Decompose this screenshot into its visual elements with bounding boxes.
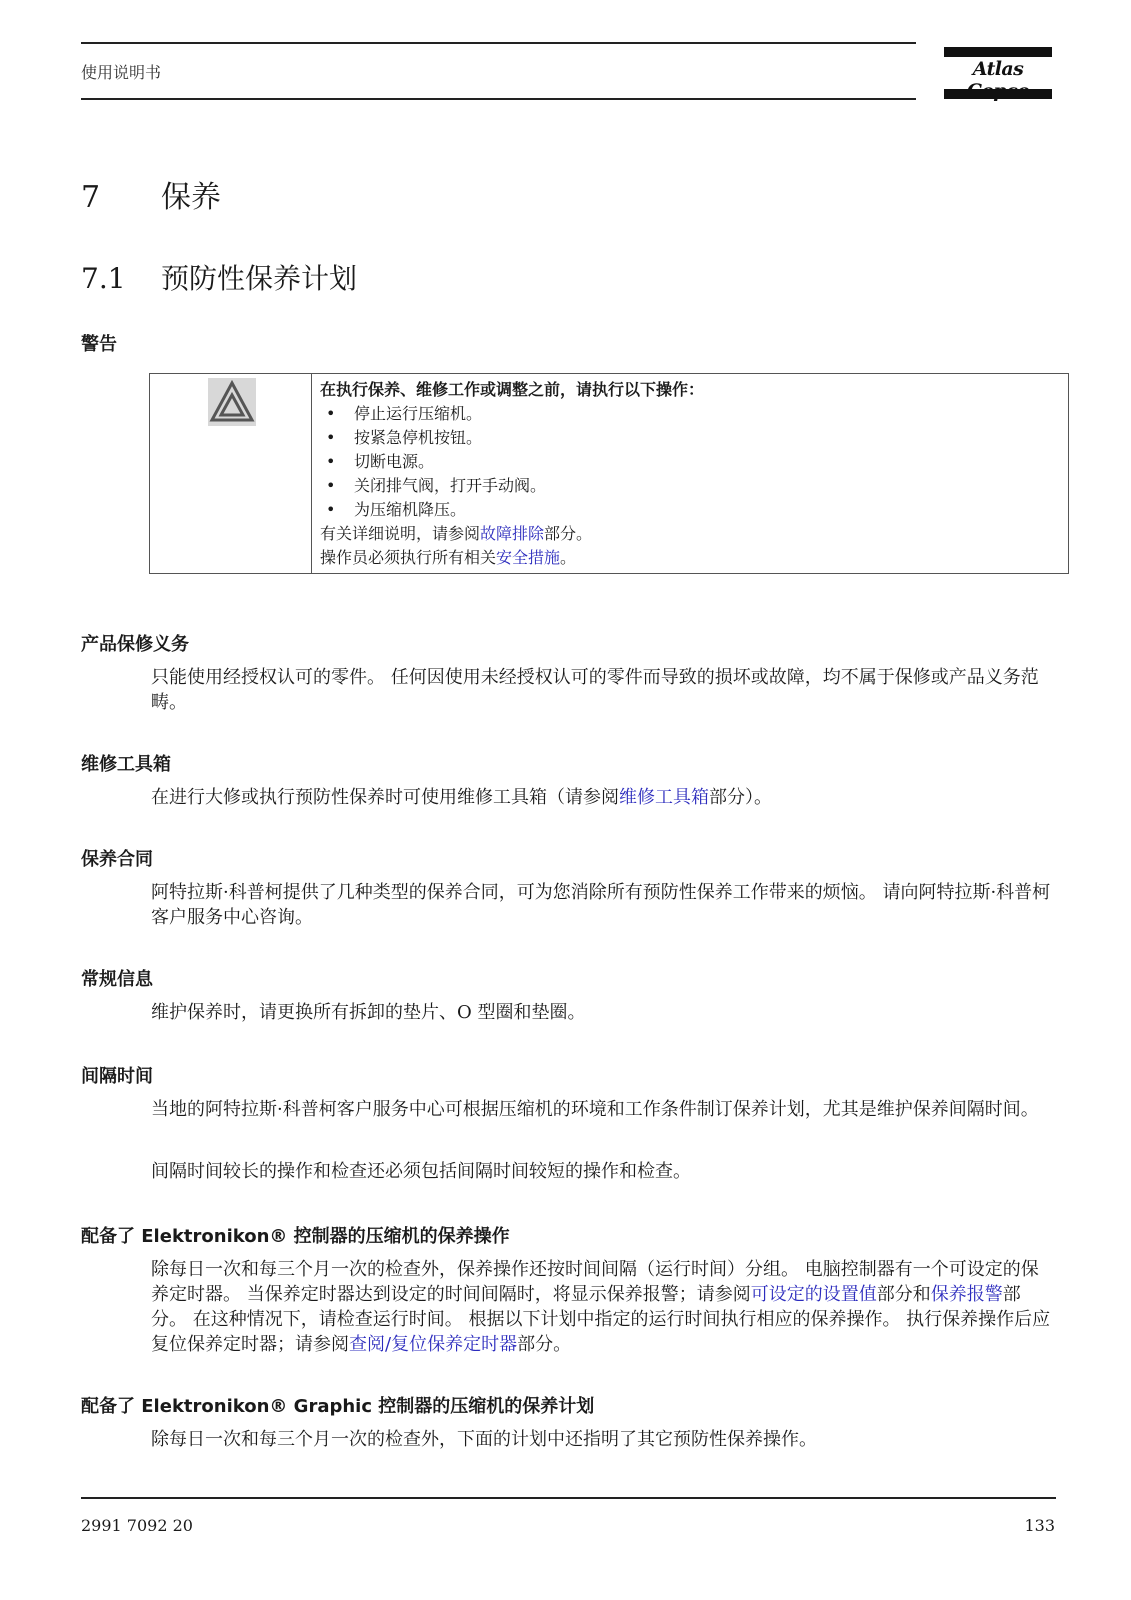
- elektronikon-text-part: 除每日一次和每三个月一次的检查外，保养操作还按时间间隔（运行时间）分组。 电脑控制器有一个可设定的保养定时器。 当保养定时器达到设定的时间间隔时，将显示保养报警；请参阅: [151, 1259, 1039, 1305]
- doc-number: 2991 7092 20: [81, 1516, 193, 1535]
- warning-heading: 警告: [81, 334, 117, 355]
- warning-triangle-icon: [208, 378, 256, 426]
- elektronikon-text-part: 部分。 在这种情况下，请检查运行时间。 根据以下计划中指定的运行时间执行相应的保养操作。 执行保养操作后应复位保养定时器；请参阅: [151, 1284, 1051, 1355]
- list-item: • 按紧急停机按钮。: [320, 426, 1060, 450]
- list-item: • 切断电源。: [320, 450, 1060, 474]
- ref-text: 部分。: [544, 524, 593, 543]
- list-item: • 停止运行压缩机。: [320, 402, 1060, 426]
- list-item: • 关闭排气阀，打开手动阀。: [320, 474, 1060, 498]
- ref-text: 。: [560, 548, 577, 567]
- section-title: 预防性保养计划: [161, 262, 358, 295]
- contract-heading: 保养合同: [81, 849, 153, 870]
- header-bottom-rule: [81, 98, 916, 100]
- general-heading: 常规信息: [81, 969, 153, 990]
- ref-text: 操作员必须执行所有相关: [320, 548, 497, 567]
- warranty-heading: 产品保修义务: [81, 634, 189, 655]
- graphic-heading: 配备了 Elektronikon® Graphic 控制器的压缩机的保养计划: [81, 1396, 595, 1417]
- warning-list: [320, 402, 1060, 522]
- section-heading: [81, 257, 357, 297]
- safety-precautions-link[interactable]: 安全措施: [496, 548, 561, 567]
- settable-settings-link[interactable]: 可设定的设置值: [750, 1284, 877, 1305]
- warning-divider: [311, 374, 312, 573]
- warning-box: [149, 373, 1069, 574]
- toolkit-prefix: 在进行大修或执行预防性保养时可使用维修工具箱（请参阅: [151, 787, 619, 808]
- page-number: 133: [1024, 1516, 1055, 1535]
- header-top-rule: [81, 42, 916, 44]
- elektronikon-heading: 配备了 Elektronikon® 控制器的压缩机的保养操作: [81, 1226, 510, 1247]
- toolkit-suffix: 部分）。: [709, 787, 772, 808]
- elektronikon-text-part: 部分。: [517, 1334, 572, 1355]
- list-item: • 为压缩机降压。: [320, 498, 1060, 522]
- chapter-title: 保养: [161, 180, 221, 215]
- toolkit-link[interactable]: 维修工具箱: [619, 787, 709, 808]
- general-text: 维护保养时，请更换所有拆卸的垫片、O 型圈和垫圈。: [151, 1002, 586, 1023]
- warning-ref-safety: [320, 546, 1060, 570]
- toolkit-text: [151, 785, 1056, 810]
- service-timer-link[interactable]: 查阅/复位保养定时器: [349, 1334, 518, 1355]
- service-warning-link[interactable]: 保养报警: [930, 1284, 1003, 1305]
- interval-text-1: 当地的阿特拉斯·科普柯客户服务中心可根据压缩机的环境和工作条件制订保养计划，尤其是维护保养间隔时间。: [151, 1099, 1039, 1120]
- ref-text: 有关详细说明，请参阅: [320, 524, 481, 543]
- chapter-number: 7: [81, 180, 101, 215]
- elektronikon-text-part: 部分和: [876, 1284, 931, 1305]
- warning-content: [320, 378, 1060, 570]
- atlas-copco-logo: [944, 47, 1052, 99]
- elektronikon-text: [151, 1257, 1056, 1357]
- warning-ref-troubleshooting: [320, 522, 1060, 546]
- section-number: 7.1: [81, 262, 126, 295]
- header-title: 使用说明书: [81, 63, 162, 82]
- toolkit-heading: 维修工具箱: [81, 754, 171, 775]
- warning-lead: 在执行保养、维修工作或调整之前，请执行以下操作：: [320, 380, 705, 399]
- interval-text-2: 间隔时间较长的操作和检查还必须包括间隔时间较短的操作和检查。: [151, 1161, 691, 1182]
- troubleshooting-link[interactable]: 故障排除: [480, 524, 545, 543]
- footer-rule: [81, 1497, 1056, 1499]
- logo-wordmark: Atlas: [972, 58, 1024, 80]
- warranty-text: 只能使用经授权认可的零件。 任何因使用未经授权认可的零件而导致的损坏或故障，均不属于保修或产品义务范畴。: [151, 667, 1039, 713]
- chapter-heading: [81, 172, 221, 216]
- interval-heading: 间隔时间: [81, 1066, 153, 1087]
- graphic-text: 除每日一次和每三个月一次的检查外，下面的计划中还指明了其它预防性保养操作。: [151, 1429, 817, 1450]
- contract-text: 阿特拉斯·科普柯提供了几种类型的保养合同，可为您消除所有预防性保养工作带来的烦恼。 请向阿特拉斯·科普柯客户服务中心咨询。: [151, 882, 1051, 928]
